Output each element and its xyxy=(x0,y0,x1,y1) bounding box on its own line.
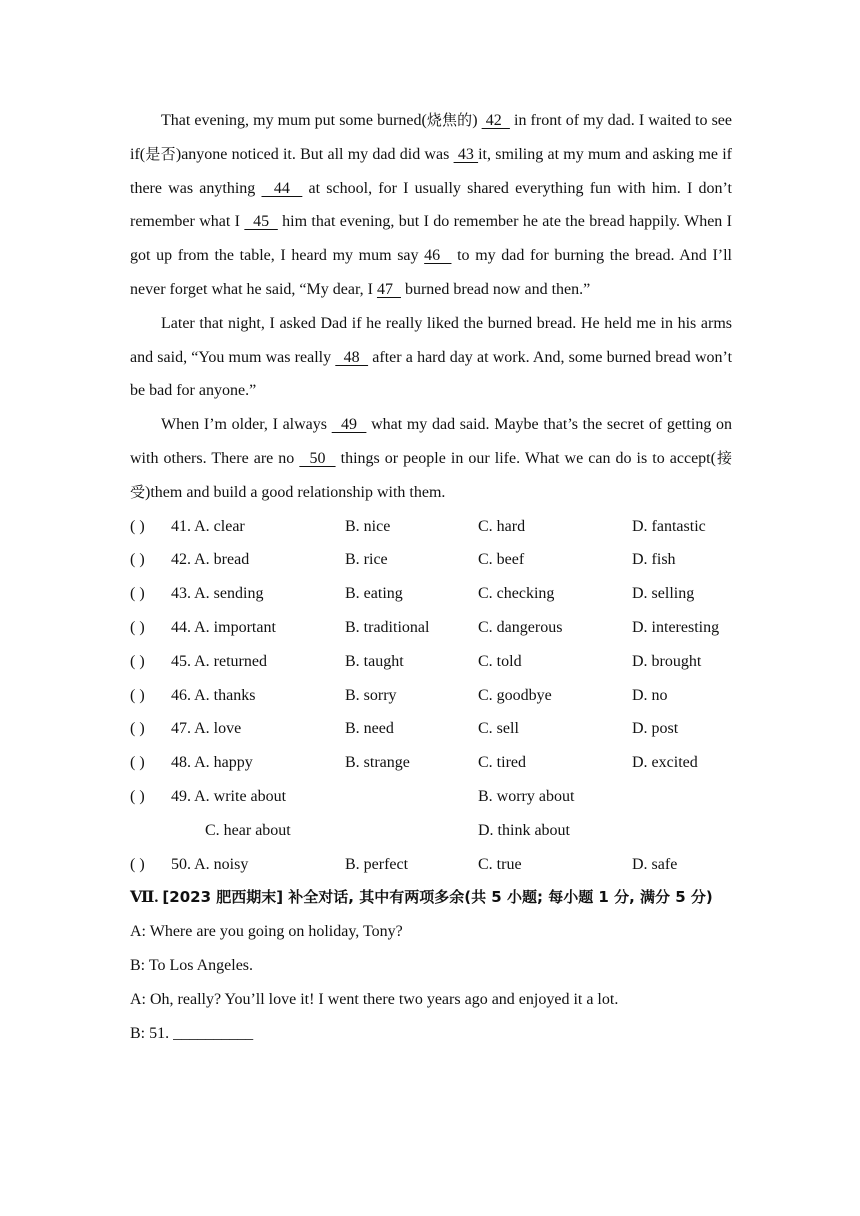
option-b: B. traditional xyxy=(345,618,430,636)
question-42 xyxy=(130,543,732,577)
blank-43: 43 xyxy=(453,145,479,163)
question-50 xyxy=(130,848,732,882)
answer-bracket: ( ) xyxy=(130,618,145,636)
dialog-line: A: Oh, really? You’ll love it! I went there two years ago and enjoyed it a lot. xyxy=(130,990,619,1008)
option-d: D. safe xyxy=(632,855,678,873)
option-b: B. worry about xyxy=(478,787,575,805)
passage-paragraph-3 xyxy=(130,408,732,509)
option-d: D. interesting xyxy=(632,618,720,636)
option-a: 43. A. sending xyxy=(171,585,264,603)
question-list xyxy=(130,510,732,882)
dialog-line: A: Where are you going on holiday, Tony? xyxy=(130,923,403,941)
option-c: C. dangerous xyxy=(478,618,563,636)
answer-bracket: ( ) xyxy=(130,551,145,569)
chinese-gloss: 是否 xyxy=(145,144,176,163)
option-d: D. selling xyxy=(632,585,695,603)
option-a: 46. A. thanks xyxy=(171,686,256,704)
answer-bracket: ( ) xyxy=(130,754,145,772)
text: what my dad said. Maybe that’s the secret of getting on with others. There are no xyxy=(130,416,732,467)
answer-bracket: ( ) xyxy=(130,855,145,873)
worksheet-page xyxy=(130,104,732,1050)
dialog-line: B: To Los Angeles. xyxy=(130,956,254,974)
option-c: C. hear about xyxy=(205,821,291,839)
text: That evening, my mum put some burned( xyxy=(161,112,427,129)
chinese-gloss: 烧焦的 xyxy=(426,111,473,129)
dialog-line-51: B: 51. __________ xyxy=(130,1024,254,1042)
question-43 xyxy=(130,577,732,611)
option-d: D. fantastic xyxy=(632,517,706,535)
answer-bracket: ( ) xyxy=(130,517,145,535)
text: at school, for I usually shared everything fun with him. I don’t remember what I xyxy=(130,179,733,231)
question-49-row-2 xyxy=(130,814,732,848)
option-a: 41. A. clear xyxy=(171,517,245,535)
option-c: C. told xyxy=(478,652,522,670)
question-49 xyxy=(130,780,732,814)
blank-49: 49 xyxy=(331,416,367,434)
option-b: B. strange xyxy=(345,754,410,772)
blank-42: 42 xyxy=(481,112,510,129)
option-c: C. sell xyxy=(478,720,519,738)
option-c: C. beef xyxy=(478,551,525,569)
blank-44: 44 xyxy=(261,179,303,197)
text: )anyone noticed it. But all my dad did was xyxy=(175,145,454,163)
text: to my dad for burning the bread. And I’ll never forget what he said, “My dear, I xyxy=(130,247,733,298)
text: it, smiling at my mum and asking me if there was anything xyxy=(130,145,733,197)
text: things or people in our life. What we can do is to accept( xyxy=(335,449,716,467)
text: him that evening, but I do remember he ate the bread happily. When I got up from the table, I heard my mum say xyxy=(130,213,732,265)
text: Later that night, I asked Dad if he really liked the burned bread. He held me in his arms and said, “You mum was really xyxy=(130,314,732,366)
option-a: 49. A. write about xyxy=(171,787,287,805)
option-d: D. post xyxy=(632,720,679,738)
option-a: 45. A. returned xyxy=(171,652,267,670)
option-b: B. eating xyxy=(345,585,403,603)
answer-bracket: ( ) xyxy=(130,686,145,704)
option-b: B. taught xyxy=(345,652,404,670)
option-d: D. fish xyxy=(632,551,676,569)
question-47 xyxy=(130,712,732,746)
option-d: D. excited xyxy=(632,754,698,772)
option-d: D. brought xyxy=(632,652,702,670)
section-7-heading xyxy=(130,881,732,915)
option-c: C. checking xyxy=(478,585,555,603)
blank-48: 48 xyxy=(335,348,369,366)
option-c: C. true xyxy=(478,855,522,873)
answer-bracket: ( ) xyxy=(130,585,145,603)
option-b: B. perfect xyxy=(345,855,409,873)
option-a: 44. A. important xyxy=(171,618,276,636)
text: When I’m older, I always xyxy=(161,416,332,434)
text: )them and build a good relationship with them. xyxy=(145,483,446,501)
answer-bracket: ( ) xyxy=(130,652,145,670)
option-c: C. tired xyxy=(478,754,526,772)
text: in front of my dad. I waited to see if( xyxy=(130,112,732,163)
option-a: 48. A. happy xyxy=(171,754,253,772)
blank-46: 46 xyxy=(424,247,452,265)
question-41 xyxy=(130,510,732,544)
answer-bracket: ( ) xyxy=(130,787,145,805)
option-a: 42. A. bread xyxy=(171,551,250,569)
question-46 xyxy=(130,679,732,713)
passage-paragraph-2 xyxy=(130,307,732,408)
option-d: D. think about xyxy=(478,821,570,839)
question-48 xyxy=(130,746,732,780)
option-c: C. goodbye xyxy=(478,686,552,704)
option-b: B. rice xyxy=(345,551,388,569)
option-b: B. sorry xyxy=(345,686,397,704)
passage-paragraph-1 xyxy=(130,104,732,307)
option-a: 50. A. noisy xyxy=(171,855,249,873)
text: burned bread now and then.” xyxy=(400,280,591,298)
blank-45: 45 xyxy=(244,213,278,231)
option-b: B. need xyxy=(345,720,394,738)
option-c: C. hard xyxy=(478,517,526,535)
question-45 xyxy=(130,645,732,679)
section-instructions: [2023 肥西期末] 补全对话, 其中有两项多余(共 5 小题; 每小题 1 分, 满分 5 分) xyxy=(162,888,713,907)
text: ) xyxy=(472,112,482,129)
blank-50: 50 xyxy=(299,449,336,467)
option-a: 47. A. love xyxy=(171,720,242,738)
chinese-gloss: 接受 xyxy=(130,448,733,501)
section-number: Ⅶ. xyxy=(130,889,163,907)
dialog xyxy=(130,915,732,1050)
question-44 xyxy=(130,611,732,645)
text: after a hard day at work. And, some burned bread won’t be bad for anyone.” xyxy=(130,348,733,400)
blank-47: 47 xyxy=(376,280,401,298)
option-b: B. nice xyxy=(345,517,391,535)
option-d: D. no xyxy=(632,686,668,704)
answer-bracket: ( ) xyxy=(130,720,145,738)
